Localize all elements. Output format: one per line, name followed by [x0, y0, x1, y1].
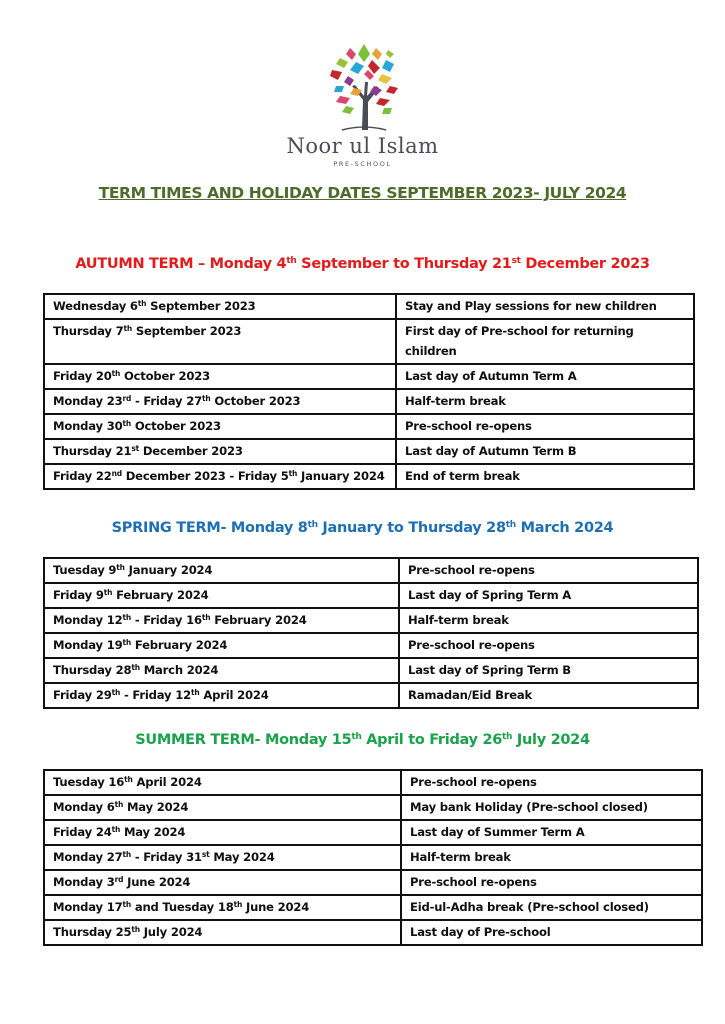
table-row [44, 414, 694, 439]
ordinal-suffix: th [122, 638, 131, 647]
date-cell: Monday 19th February 2024 [44, 633, 399, 658]
event-cell: Last day of Pre-school [401, 920, 702, 945]
ordinal-suffix: th [201, 394, 211, 403]
ordinal-suffix: th [116, 563, 125, 572]
ordinal-suffix: th [111, 369, 121, 378]
preschool-logo [270, 38, 455, 168]
table-row [44, 294, 694, 319]
table-row [44, 464, 694, 489]
event-cell: Last day of Spring Term A [399, 583, 698, 608]
date-cell: Monday 6th May 2024 [44, 795, 401, 820]
event-cell: End of term break [396, 464, 694, 489]
event-cell: Half-term break [396, 389, 694, 414]
date-cell: Thursday 28th March 2024 [44, 658, 399, 683]
date-cell: Friday 22nd December 2023 - Friday 5th January 2024 [44, 464, 396, 489]
ordinal-suffix: th [122, 850, 131, 859]
ordinal-suffix: th [502, 732, 513, 742]
event-cell: Last day of Autumn Term A [396, 364, 694, 389]
date-cell: Monday 27th - Friday 31st May 2024 [44, 845, 401, 870]
ordinal-suffix: rd [122, 394, 132, 403]
table-row [44, 658, 698, 683]
event-cell: Half-term break [401, 845, 702, 870]
ordinal-suffix: th [131, 663, 140, 672]
summer-term-table [43, 769, 703, 946]
spring-term-table [43, 557, 699, 709]
table-row [44, 439, 694, 464]
event-cell: Ramadan/Eid Break [399, 683, 698, 708]
date-cell: Thursday 7th September 2023 [44, 319, 396, 364]
table-row [44, 770, 702, 795]
ordinal-suffix: th [307, 520, 318, 530]
ordinal-suffix: st [201, 850, 210, 859]
table-row [44, 683, 698, 708]
ordinal-suffix: st [131, 444, 139, 453]
date-cell: Monday 3rd June 2024 [44, 870, 401, 895]
date-cell: Monday 12th - Friday 16th February 2024 [44, 608, 399, 633]
date-cell: Friday 24th May 2024 [44, 820, 401, 845]
event-cell: Pre-school re-opens [401, 770, 702, 795]
autumn-term-heading: AUTUMN TERM – Monday 4th September to Thursday 21st December 2023 [75, 256, 650, 272]
date-cell: Wednesday 6th September 2023 [44, 294, 396, 319]
table-row [44, 389, 694, 414]
date-cell: Thursday 25th July 2024 [44, 920, 401, 945]
brand-subtitle: PRE-SCHOOL [333, 160, 392, 168]
date-cell: Tuesday 16th April 2024 [44, 770, 401, 795]
event-cell: Last day of Summer Term A [401, 820, 702, 845]
event-cell: Last day of Autumn Term B [396, 439, 694, 464]
event-cell: Pre-school re-opens [401, 870, 702, 895]
table-row [44, 920, 702, 945]
ordinal-suffix: th [111, 688, 121, 697]
event-cell: Pre-school re-opens [399, 558, 698, 583]
ordinal-suffix: st [511, 256, 521, 266]
date-cell: Friday 9th February 2024 [44, 583, 399, 608]
table-row [44, 845, 702, 870]
ordinal-suffix: th [122, 613, 131, 622]
date-cell: Monday 30th October 2023 [44, 414, 396, 439]
table-row [44, 633, 698, 658]
ordinal-suffix: th [351, 732, 362, 742]
ordinal-suffix: th [137, 299, 147, 308]
event-cell: Last day of Spring Term B [399, 658, 698, 683]
ordinal-suffix: th [124, 775, 133, 784]
ordinal-suffix: th [286, 256, 297, 266]
table-row [44, 870, 702, 895]
ordinal-suffix: th [122, 419, 131, 428]
ordinal-suffix: th [114, 800, 124, 809]
brand-name: Noor ul Islam [286, 134, 439, 158]
ordinal-suffix: th [122, 900, 131, 909]
ordinal-suffix: th [233, 900, 243, 909]
date-cell: Friday 20th October 2023 [44, 364, 396, 389]
ordinal-suffix: th [190, 688, 200, 697]
table-row [44, 558, 698, 583]
ordinal-suffix: th [201, 613, 211, 622]
event-cell: Eid-ul-Adha break (Pre-school closed) [401, 895, 702, 920]
date-cell: Friday 29th - Friday 12th April 2024 [44, 683, 399, 708]
date-cell: Tuesday 9th January 2024 [44, 558, 399, 583]
ordinal-suffix: th [123, 324, 132, 333]
table-row [44, 895, 702, 920]
date-cell: Monday 23rd - Friday 27th October 2023 [44, 389, 396, 414]
date-cell: Thursday 21st December 2023 [44, 439, 396, 464]
autumn-term-table [43, 293, 695, 490]
ordinal-suffix: th [288, 469, 298, 478]
date-cell: Monday 17th and Tuesday 18th June 2024 [44, 895, 401, 920]
ordinal-suffix: th [103, 588, 113, 597]
spring-term-heading: SPRING TERM- Monday 8th January to Thursday 28th March 2024 [111, 520, 614, 536]
table-row [44, 820, 702, 845]
event-cell: Pre-school re-opens [399, 633, 698, 658]
table-row [44, 795, 702, 820]
table-row [44, 608, 698, 633]
event-cell: May bank Holiday (Pre-school closed) [401, 795, 702, 820]
table-row [44, 319, 694, 364]
summer-term-heading: SUMMER TERM- Monday 15th April to Friday 26th July 2024 [135, 732, 590, 748]
ordinal-suffix: rd [114, 875, 124, 884]
ordinal-suffix: nd [111, 469, 122, 478]
event-cell: Half-term break [399, 608, 698, 633]
table-row [44, 364, 694, 389]
ordinal-suffix: th [505, 520, 516, 530]
page-title: TERM TIMES AND HOLIDAY DATES SEPTEMBER 2023- JULY 2024 [98, 184, 627, 202]
table-row [44, 583, 698, 608]
event-cell: First day of Pre-school for returning children [396, 319, 694, 364]
ordinal-suffix: th [131, 925, 140, 934]
event-cell: Stay and Play sessions for new children [396, 294, 694, 319]
event-cell: Pre-school re-opens [396, 414, 694, 439]
tree-icon [328, 42, 400, 132]
ordinal-suffix: th [111, 825, 121, 834]
